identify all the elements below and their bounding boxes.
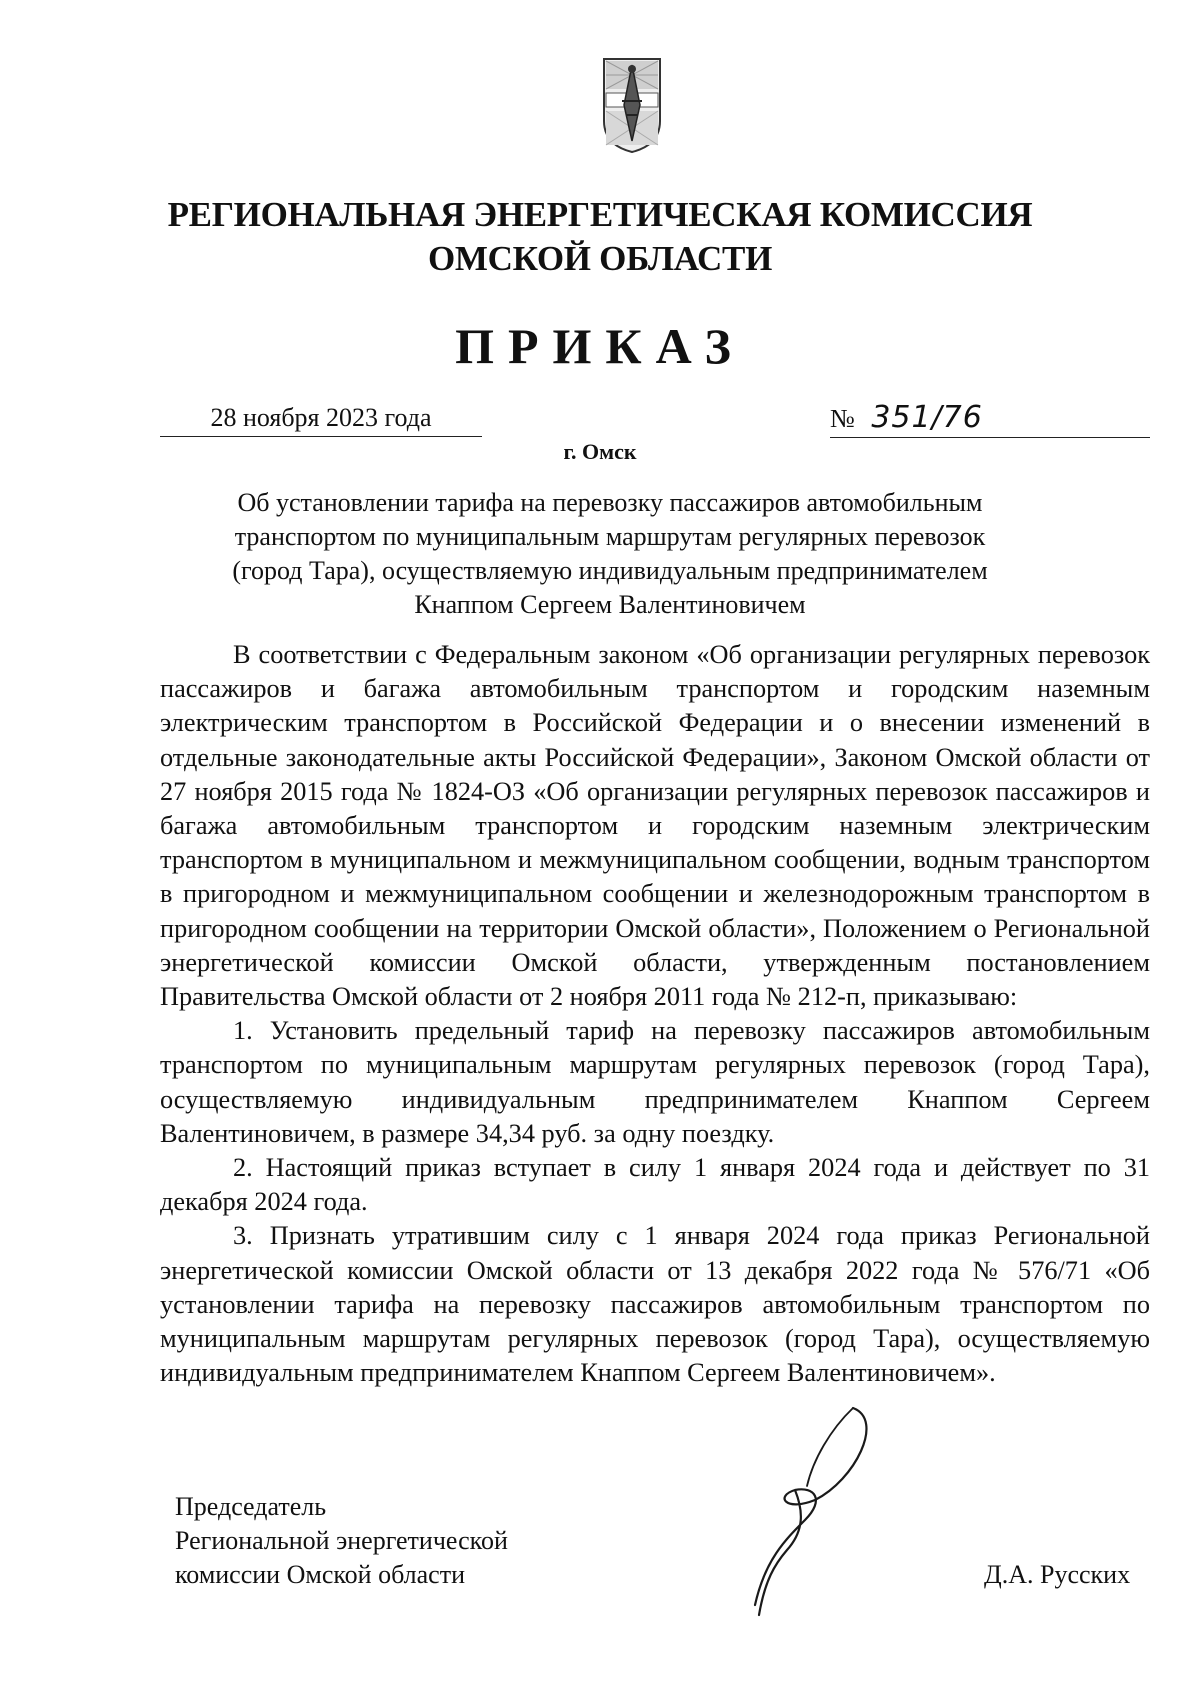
subject-line: транспортом по муниципальным маршрутам регулярных перевозок <box>234 522 986 551</box>
subject-line: Кнаппом Сергеем Валентиновичем <box>414 590 806 619</box>
document-number <box>830 402 1150 438</box>
body-item-1: 1. Установить предельный тариф на перевозку пассажиров автомобильным транспортом по муниципальным маршрутам регулярных перевозок (город Тара), осуществляемую индивидуальным предпринимателем Кнаппом Сергеем Валентиновичем, в размере 34,34 руб. за одну поездку. <box>160 1016 1150 1148</box>
document-body <box>160 638 1150 1390</box>
body-preamble: В соответствии с Федеральным законом «Об организации регулярных перевозок пассажиров и багажа автомобильным транспортом и городским наземным электрическим транспортом в Российской Федерации и о внесении изменений в отдельные законодательные акты Российской Федерации», Законом Омской области от 27 ноября 2015 года № 1824-ОЗ «Об организации регулярных перевозок пассажиров и багажа автомобильным транспортом и городским наземным электрическим транспортом в муниципальном и межмуниципальном сообщении, водным транспортом в пригородном и межмуниципальном сообщении и железнодорожным транспортом в пригородном сообщении на территории Омской области», Положением о Региональной энергетической комиссии Омской области, утвержденным постановлением Правительства Омской области от 2 ноября 2011 года № 212-п, приказываю: <box>160 640 1150 1012</box>
handwritten-signature-icon <box>735 1400 885 1620</box>
document-date: 28 ноября 2023 года <box>160 402 482 437</box>
body-item-3: 3. Признать утратившим силу с 1 января 2024 года приказ Региональной энергетической комиссии Омской области от 13 декабря 2022 года № 576/71 «Об установлении тарифа на перевозку пассажиров автомобильным транспортом по муниципальным маршрутам регулярных перевозок (город Тара), осуществляемую индивидуальным предпринимателем Кнаппом Сергеем Валентиновичем». <box>160 1221 1150 1388</box>
number-value: 351/76 <box>871 400 983 435</box>
signatory-name: Д.А. Русских <box>984 1560 1131 1589</box>
number-label: № <box>830 404 855 433</box>
organization-name-line2: ОМСКОЙ ОБЛАСТИ <box>428 239 772 278</box>
subject-line: (город Тара), осуществляемую индивидуальным предпринимателем <box>232 556 988 585</box>
signatory-title-line: комиссии Омской области <box>175 1560 465 1589</box>
organization-name-line1: РЕГИОНАЛЬНАЯ ЭНЕРГЕТИЧЕСКАЯ КОМИССИЯ <box>167 195 1033 234</box>
signatory-title <box>175 1490 508 1592</box>
document-subject <box>160 486 1060 622</box>
coat-of-arms-icon <box>600 55 664 155</box>
signatory-title-line: Председатель <box>175 1492 327 1521</box>
signatory-title-line: Региональной энергетической <box>175 1526 508 1555</box>
subject-line: Об установлении тарифа на перевозку пассажиров автомобильным <box>237 488 983 517</box>
body-item-2: 2. Настоящий приказ вступает в силу 1 января 2024 года и действует по 31 декабря 2024 года. <box>160 1153 1150 1217</box>
document-city: г. Омск <box>563 439 637 464</box>
document-type-title: ПРИКАЗ <box>455 318 745 374</box>
